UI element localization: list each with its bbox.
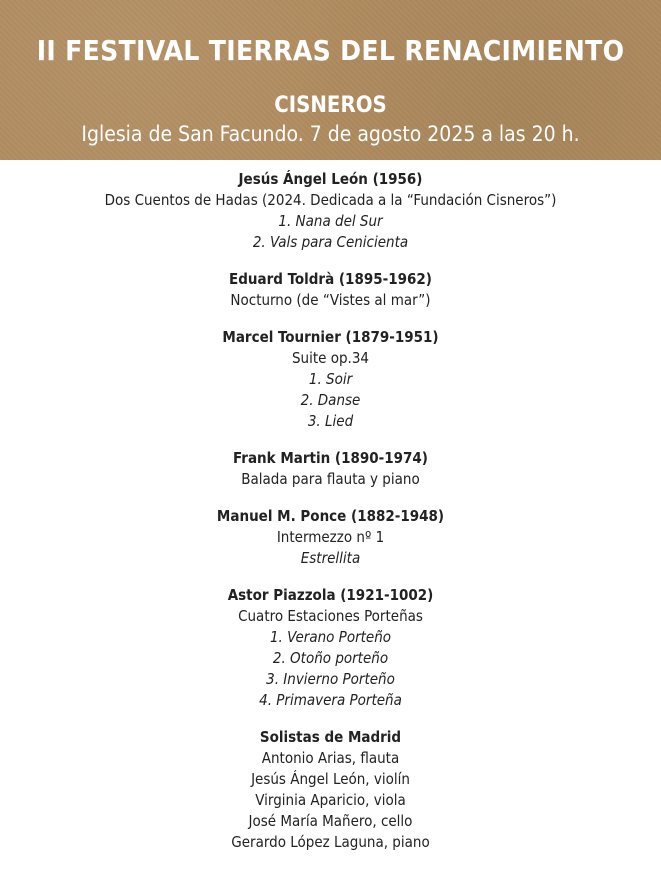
ensemble-name: Solistas de Madrid <box>259 728 402 746</box>
movement-title: 2. Danse <box>300 391 361 409</box>
program-item <box>0 269 661 311</box>
composer-name: Frank Martin (1890-1974) <box>233 449 428 467</box>
ensemble-members <box>0 748 661 853</box>
composer-name: Manuel M. Ponce (1882-1948) <box>216 507 445 525</box>
performer-line: Gerardo López Laguna, piano <box>231 833 430 851</box>
program-item <box>0 169 661 253</box>
performer-line: Virginia Aparicio, viola <box>255 791 406 809</box>
composer-name: Jesús Ángel León (1956) <box>238 170 423 188</box>
work-title: Balada para flauta y piano <box>241 470 420 488</box>
composer-name: Marcel Tournier (1879-1951) <box>222 328 439 346</box>
movement-title: 1. Nana del Sur <box>278 212 383 230</box>
movement-title: 1. Verano Porteño <box>269 628 392 646</box>
movement-title: 1. Soir <box>308 370 353 388</box>
work-title: Dos Cuentos de Hadas (2024. Dedicada a la “Fundación Cisneros”) <box>104 191 557 209</box>
city-name: CISNEROS <box>274 93 387 118</box>
composer-name: Eduard Toldrà (1895-1962) <box>229 270 432 288</box>
movement-title: 3. Lied <box>307 412 354 430</box>
program-item <box>0 506 661 569</box>
movement-title: 2. Vals para Cenicienta <box>252 233 409 251</box>
work-title: Nocturno (de “Vistes al mar”) <box>230 291 431 309</box>
work-title: Cuatro Estaciones Porteñas <box>238 607 423 625</box>
program-item <box>0 448 661 490</box>
festival-title: II FESTIVAL TIERRAS DEL RENACIMIENTO <box>36 34 625 67</box>
venue-date: Iglesia de San Facundo. 7 de agosto 2025 a las 20 h. <box>81 122 580 146</box>
movement-title: Estrellita <box>300 549 361 567</box>
program-blocks <box>0 169 661 711</box>
work-title: Intermezzo nº 1 <box>276 528 385 546</box>
program-item <box>0 585 661 711</box>
program-list <box>0 169 661 869</box>
movement-title: 4. Primavera Porteña <box>259 691 402 709</box>
work-title: Suite op.34 <box>291 349 370 367</box>
composer-name: Astor Piazzola (1921-1002) <box>227 586 434 604</box>
performer-line: Jesús Ángel León, violín <box>251 770 410 788</box>
performer-line: Antonio Arias, flauta <box>261 749 400 767</box>
ensemble-block <box>0 727 661 853</box>
movement-title: 3. Invierno Porteño <box>266 670 395 688</box>
header-banner <box>0 0 661 160</box>
movement-title: 2. Otoño porteño <box>272 649 389 667</box>
program-item <box>0 327 661 432</box>
performer-line: José María Mañero, cello <box>248 812 413 830</box>
